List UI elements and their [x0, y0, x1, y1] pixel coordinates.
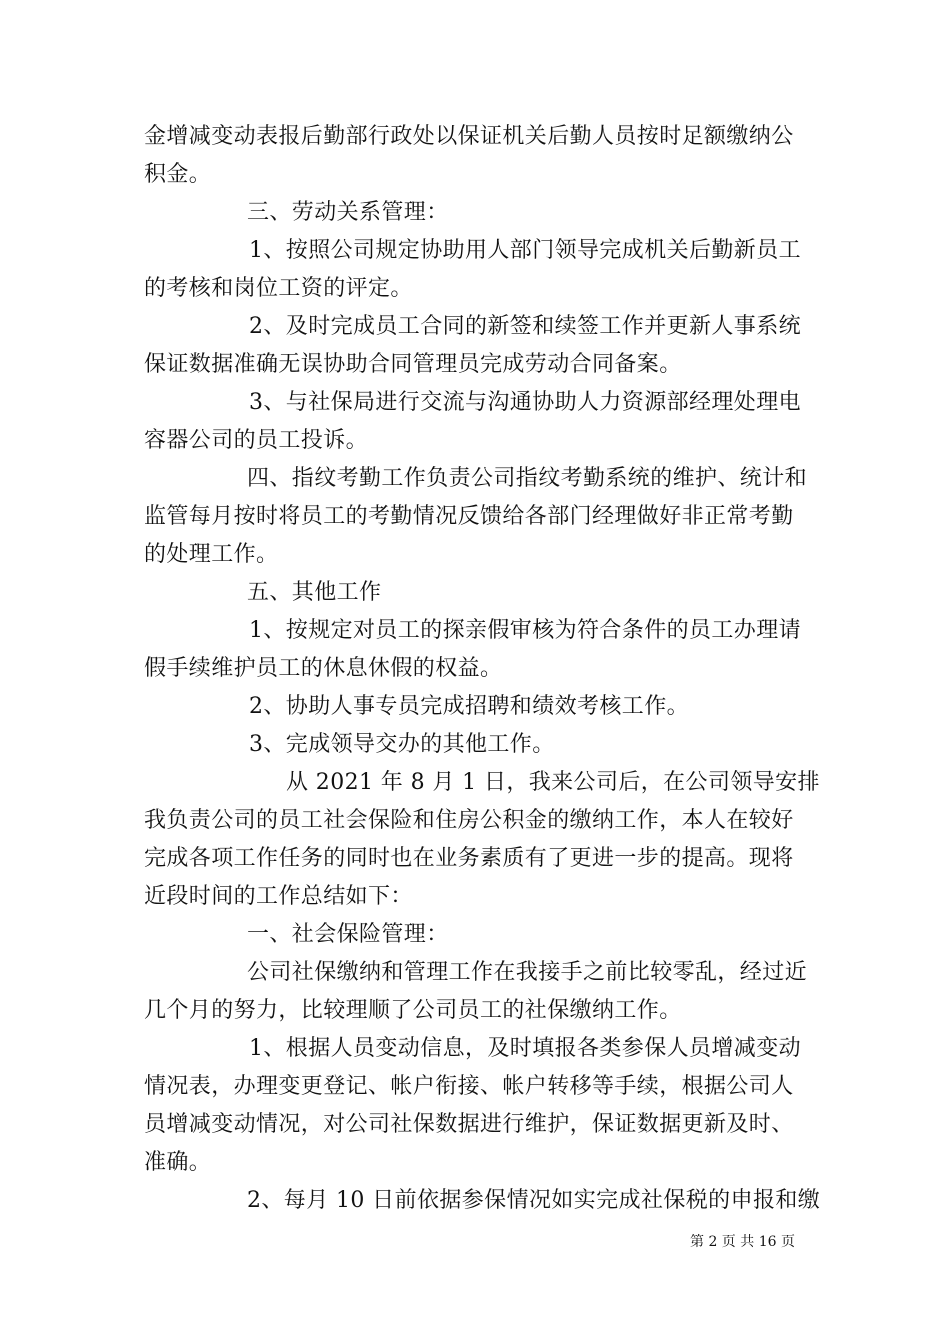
body-line-25: 1、根据人员变动信息，及时填报各类参保人员增减变动 [249, 1036, 801, 1061]
body-line-8: 3、与社保局进行交流与沟通协助人力资源部经理处理电 [249, 390, 801, 415]
body-line-29: 2、每月 10 日前依据参保情况如实完成社保税的申报和缴 [247, 1188, 821, 1213]
section-heading-other: 五、其他工作 [247, 580, 382, 605]
body-line-27: 员增减变动情况，对公司社保数据进行维护，保证数据更新及时、 [144, 1112, 794, 1137]
body-line-14: 1、按规定对员工的探亲假审核为符合条件的员工办理请 [249, 618, 801, 643]
body-line-21: 近段时间的工作总结如下： [144, 884, 413, 909]
body-line-20: 完成各项工作任务的同时也在业务素质有了更进一步的提高。现将 [144, 846, 794, 871]
body-line-28: 准确。 [144, 1150, 212, 1175]
body-line-19: 我负责公司的员工社会保险和住房公积金的缴纳工作，本人在较好 [144, 808, 794, 833]
body-line-11: 监管每月按时将员工的考勤情况反馈给各部门经理做好非正常考勤 [144, 504, 794, 529]
body-line-12: 的处理工作。 [144, 542, 279, 567]
body-line-24: 几个月的努力，比较理顺了公司员工的社保缴纳工作。 [144, 998, 682, 1023]
page-number-footer: 第 2 页 共 16 页 [690, 1234, 795, 1250]
section-heading-fingerprint: 四、指纹考勤工作负责公司指纹考勤系统的维护、统计和 [247, 466, 808, 491]
body-line-2: 积金。 [144, 162, 212, 187]
section-heading-social-insurance: 一、社会保险管理： [247, 922, 449, 947]
body-line-26: 情况表，办理变更登记、帐户衔接、帐户转移等手续，根据公司人 [144, 1074, 794, 1099]
body-line-18: 从 2021 年 8 月 1 日，我来公司后，在公司领导安排 [286, 770, 820, 795]
body-line-5: 的考核和岗位工资的评定。 [144, 276, 413, 301]
body-line-6: 2、及时完成员工合同的新签和续签工作并更新人事系统 [249, 314, 801, 339]
section-heading-labor: 三、劳动关系管理： [247, 200, 449, 225]
body-line-15: 假手续维护员工的休息休假的权益。 [144, 656, 503, 681]
body-line-23: 公司社保缴纳和管理工作在我接手之前比较零乱，经过近 [247, 960, 808, 985]
body-line-4: 1、按照公司规定协助用人部门领导完成机关后勤新员工 [249, 238, 801, 263]
body-line-16: 2、协助人事专员完成招聘和绩效考核工作。 [249, 694, 689, 719]
body-line-9: 容器公司的员工投诉。 [144, 428, 369, 453]
body-line-17: 3、完成领导交办的其他工作。 [249, 732, 555, 757]
body-line-1: 金增减变动表报后勤部行政处以保证机关后勤人员按时足额缴纳公 [144, 124, 794, 149]
body-line-7: 保证数据准确无误协助合同管理员完成劳动合同备案。 [144, 352, 682, 377]
